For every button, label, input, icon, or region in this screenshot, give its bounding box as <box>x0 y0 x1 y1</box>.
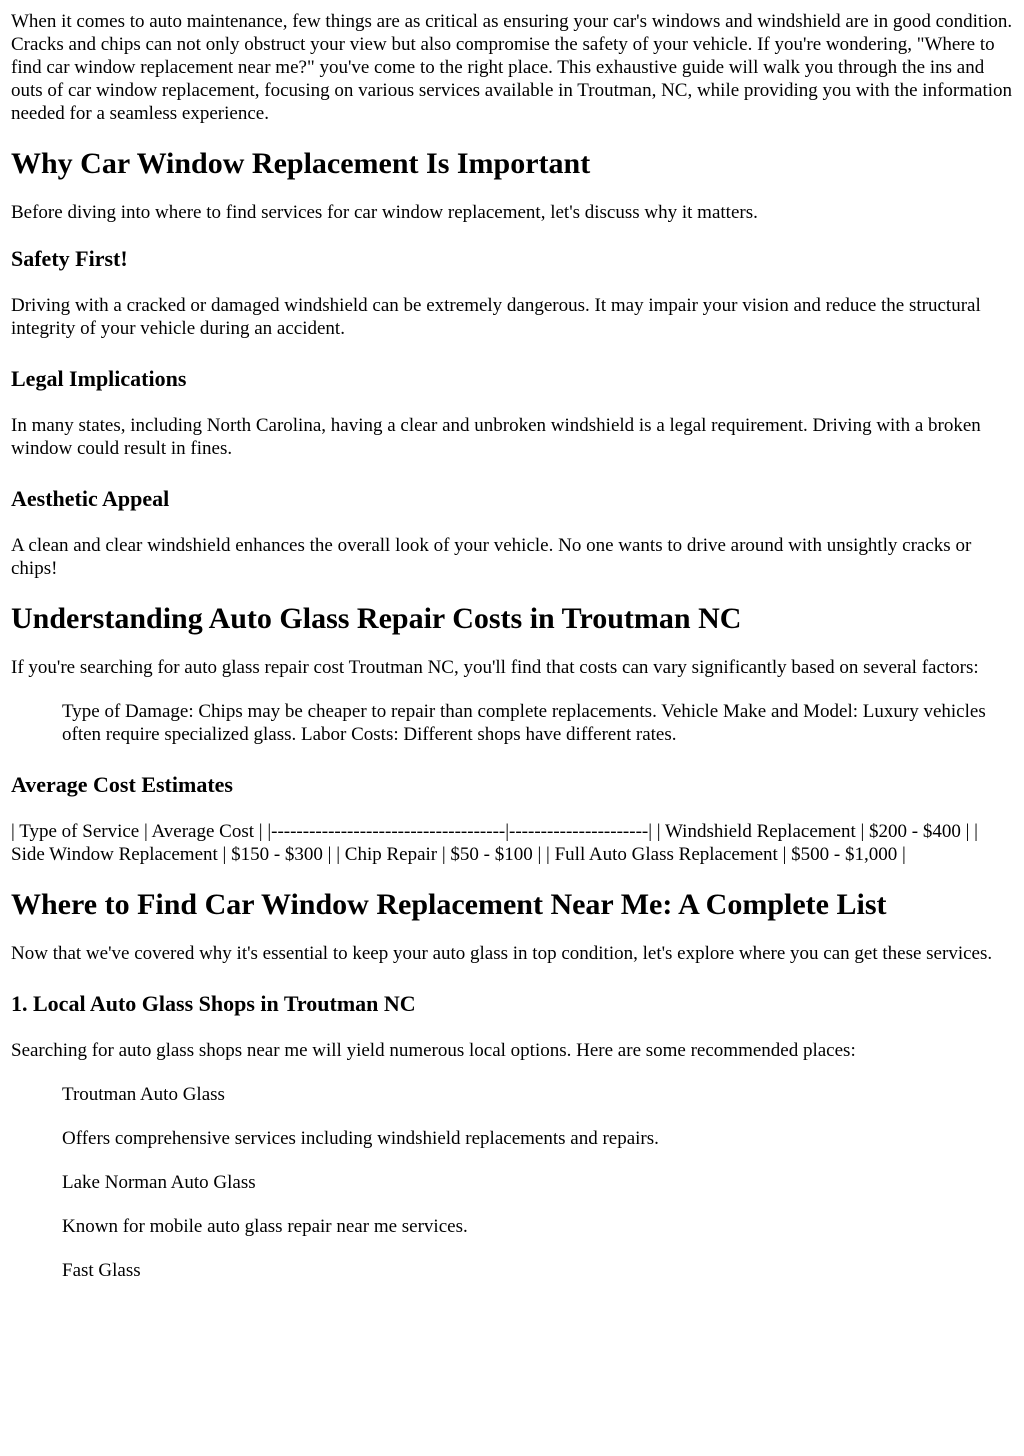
article <box>0 10 1024 1282</box>
safety-paragraph: Driving with a cracked or damaged windshield can be extremely dangerous. It may impair your vision and reduce the structural integrity of your vehicle during an accident. <box>11 295 981 339</box>
heading-where-to-find: Where to Find Car Window Replacement Near Me: A Complete List <box>11 888 887 921</box>
heading-average-cost-estimates: Average Cost Estimates <box>11 772 233 797</box>
heading-safety-first: Safety First! <box>11 246 128 271</box>
where-paragraph: Now that we've covered why it's essential to keep your auto glass in top condition, let's explore where you can get these services. <box>11 943 993 964</box>
local-shops-paragraph: Searching for auto glass shops near me will yield numerous local options. Here are some recommended places: <box>11 1040 856 1061</box>
heading-legal-implications: Legal Implications <box>11 366 187 391</box>
list-item: Lake Norman Auto Glass <box>62 1172 256 1193</box>
costs-paragraph: If you're searching for auto glass repair cost Troutman NC, you'll find that costs can vary significantly based on several factors: <box>11 657 979 678</box>
list-item: Offers comprehensive services including windshield replacements and repairs. <box>62 1128 659 1149</box>
cost-table-text: | Type of Service | Average Cost | |-------------------------------------|----------------------| | Windshield Replacement | $200 - $400 | | Side Window Replacement | $150 - $300 | | Chip Repair | $50 - $100 | | Full Auto Glass Replacement | $500 - $1,000 | <box>11 821 978 865</box>
list-item: Known for mobile auto glass repair near me services. <box>62 1216 468 1237</box>
heading-why-important: Why Car Window Replacement Is Important <box>11 147 591 180</box>
legal-paragraph: In many states, including North Carolina, having a clear and unbroken windshield is a legal requirement. Driving with a broken window could result in fines. <box>11 415 981 459</box>
heading-local-shops: 1. Local Auto Glass Shops in Troutman NC <box>11 991 416 1016</box>
heading-repair-costs: Understanding Auto Glass Repair Costs in Troutman NC <box>11 602 742 635</box>
cost-factors-list: Type of Damage: Chips may be cheaper to repair than complete replacements. Vehicle Make and Model: Luxury vehicles often require specialized glass. Labor Costs: Different shops have different rates. <box>62 701 986 745</box>
heading-aesthetic-appeal: Aesthetic Appeal <box>11 486 170 511</box>
list-item: Fast Glass <box>62 1260 141 1281</box>
list-item: Troutman Auto Glass <box>62 1084 225 1105</box>
aesthetic-paragraph: A clean and clear windshield enhances the overall look of your vehicle. No one wants to drive around with unsightly cracks or chips! <box>11 535 972 579</box>
intro-paragraph: When it comes to auto maintenance, few things are as critical as ensuring your car's windows and windshield are in good condition. Cracks and chips can not only obstruct your view but also compromise the safety of your vehicle. If you're wondering, "Where to find car window replacement near me?" you've come to the right place. This exhaustive guide will walk you through the ins and outs of car window replacement, focusing on various services available in Troutman, NC, while providing you with the information needed for a seamless experience. <box>11 11 1013 124</box>
why-paragraph: Before diving into where to find services for car window replacement, let's discuss why it matters. <box>11 202 758 223</box>
